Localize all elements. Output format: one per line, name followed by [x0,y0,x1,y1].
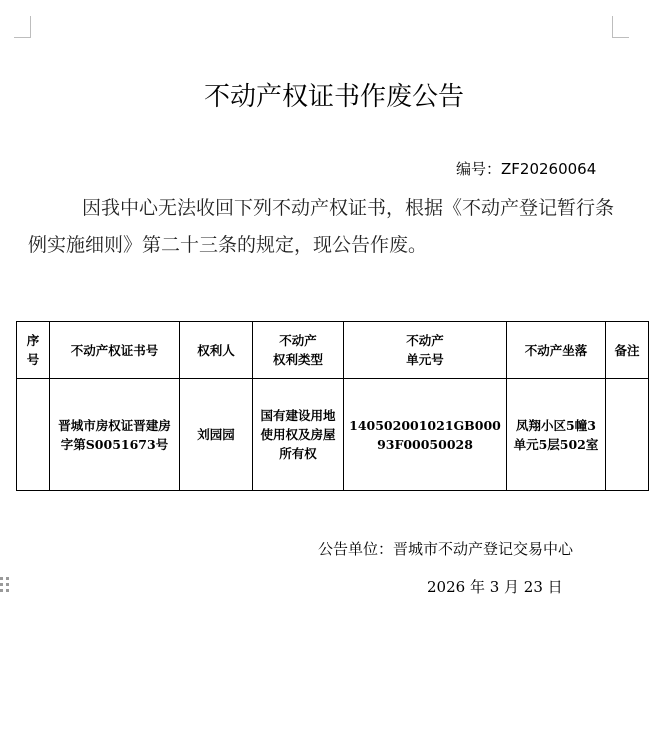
page-corner-mark-top-left [14,16,31,38]
notice-body: 因我中心无法收回下列不动产权证书，根据《不动产登记暂行条例实施细则》第二十三条的规定，现公告作废。 [28,197,615,256]
document-title: 不动产权证书作废公告 [203,82,464,112]
cell-index [17,379,50,491]
serial-number: 编号：ZF20260064 [456,160,597,178]
drag-handle-icon[interactable] [0,577,10,593]
header-right-type: 不动产 权利类型 [253,322,344,379]
header-unit-no: 不动产 单元号 [344,322,507,379]
cell-remark [606,379,649,491]
issuer: 公告单位：晋城市不动产登记交易中心 [318,540,574,558]
cell-holder: 刘园园 [180,379,253,491]
header-holder: 权利人 [180,322,253,379]
cell-right-type: 国有建设用地使用权及房屋所有权 [253,379,344,491]
header-certificate-no: 不动产权证书号 [50,322,180,379]
table-header-row [17,322,649,379]
cell-unit-no: 140502001021GB00093F00050028 [344,379,507,491]
header-index: 序 号 [17,322,50,379]
page-corner-mark-top-right [612,16,629,38]
cell-location: 凤翔小区5幢3单元5层502室 [507,379,606,491]
issue-date: 2026 年 3 月 23 日 [427,578,563,596]
cell-certificate-no: 晋城市房权证晋建房字第S0051673号 [50,379,180,491]
header-location: 不动产坐落 [507,322,606,379]
void-certificate-table [16,321,649,491]
header-remark: 备注 [606,322,649,379]
table-row [17,379,649,491]
